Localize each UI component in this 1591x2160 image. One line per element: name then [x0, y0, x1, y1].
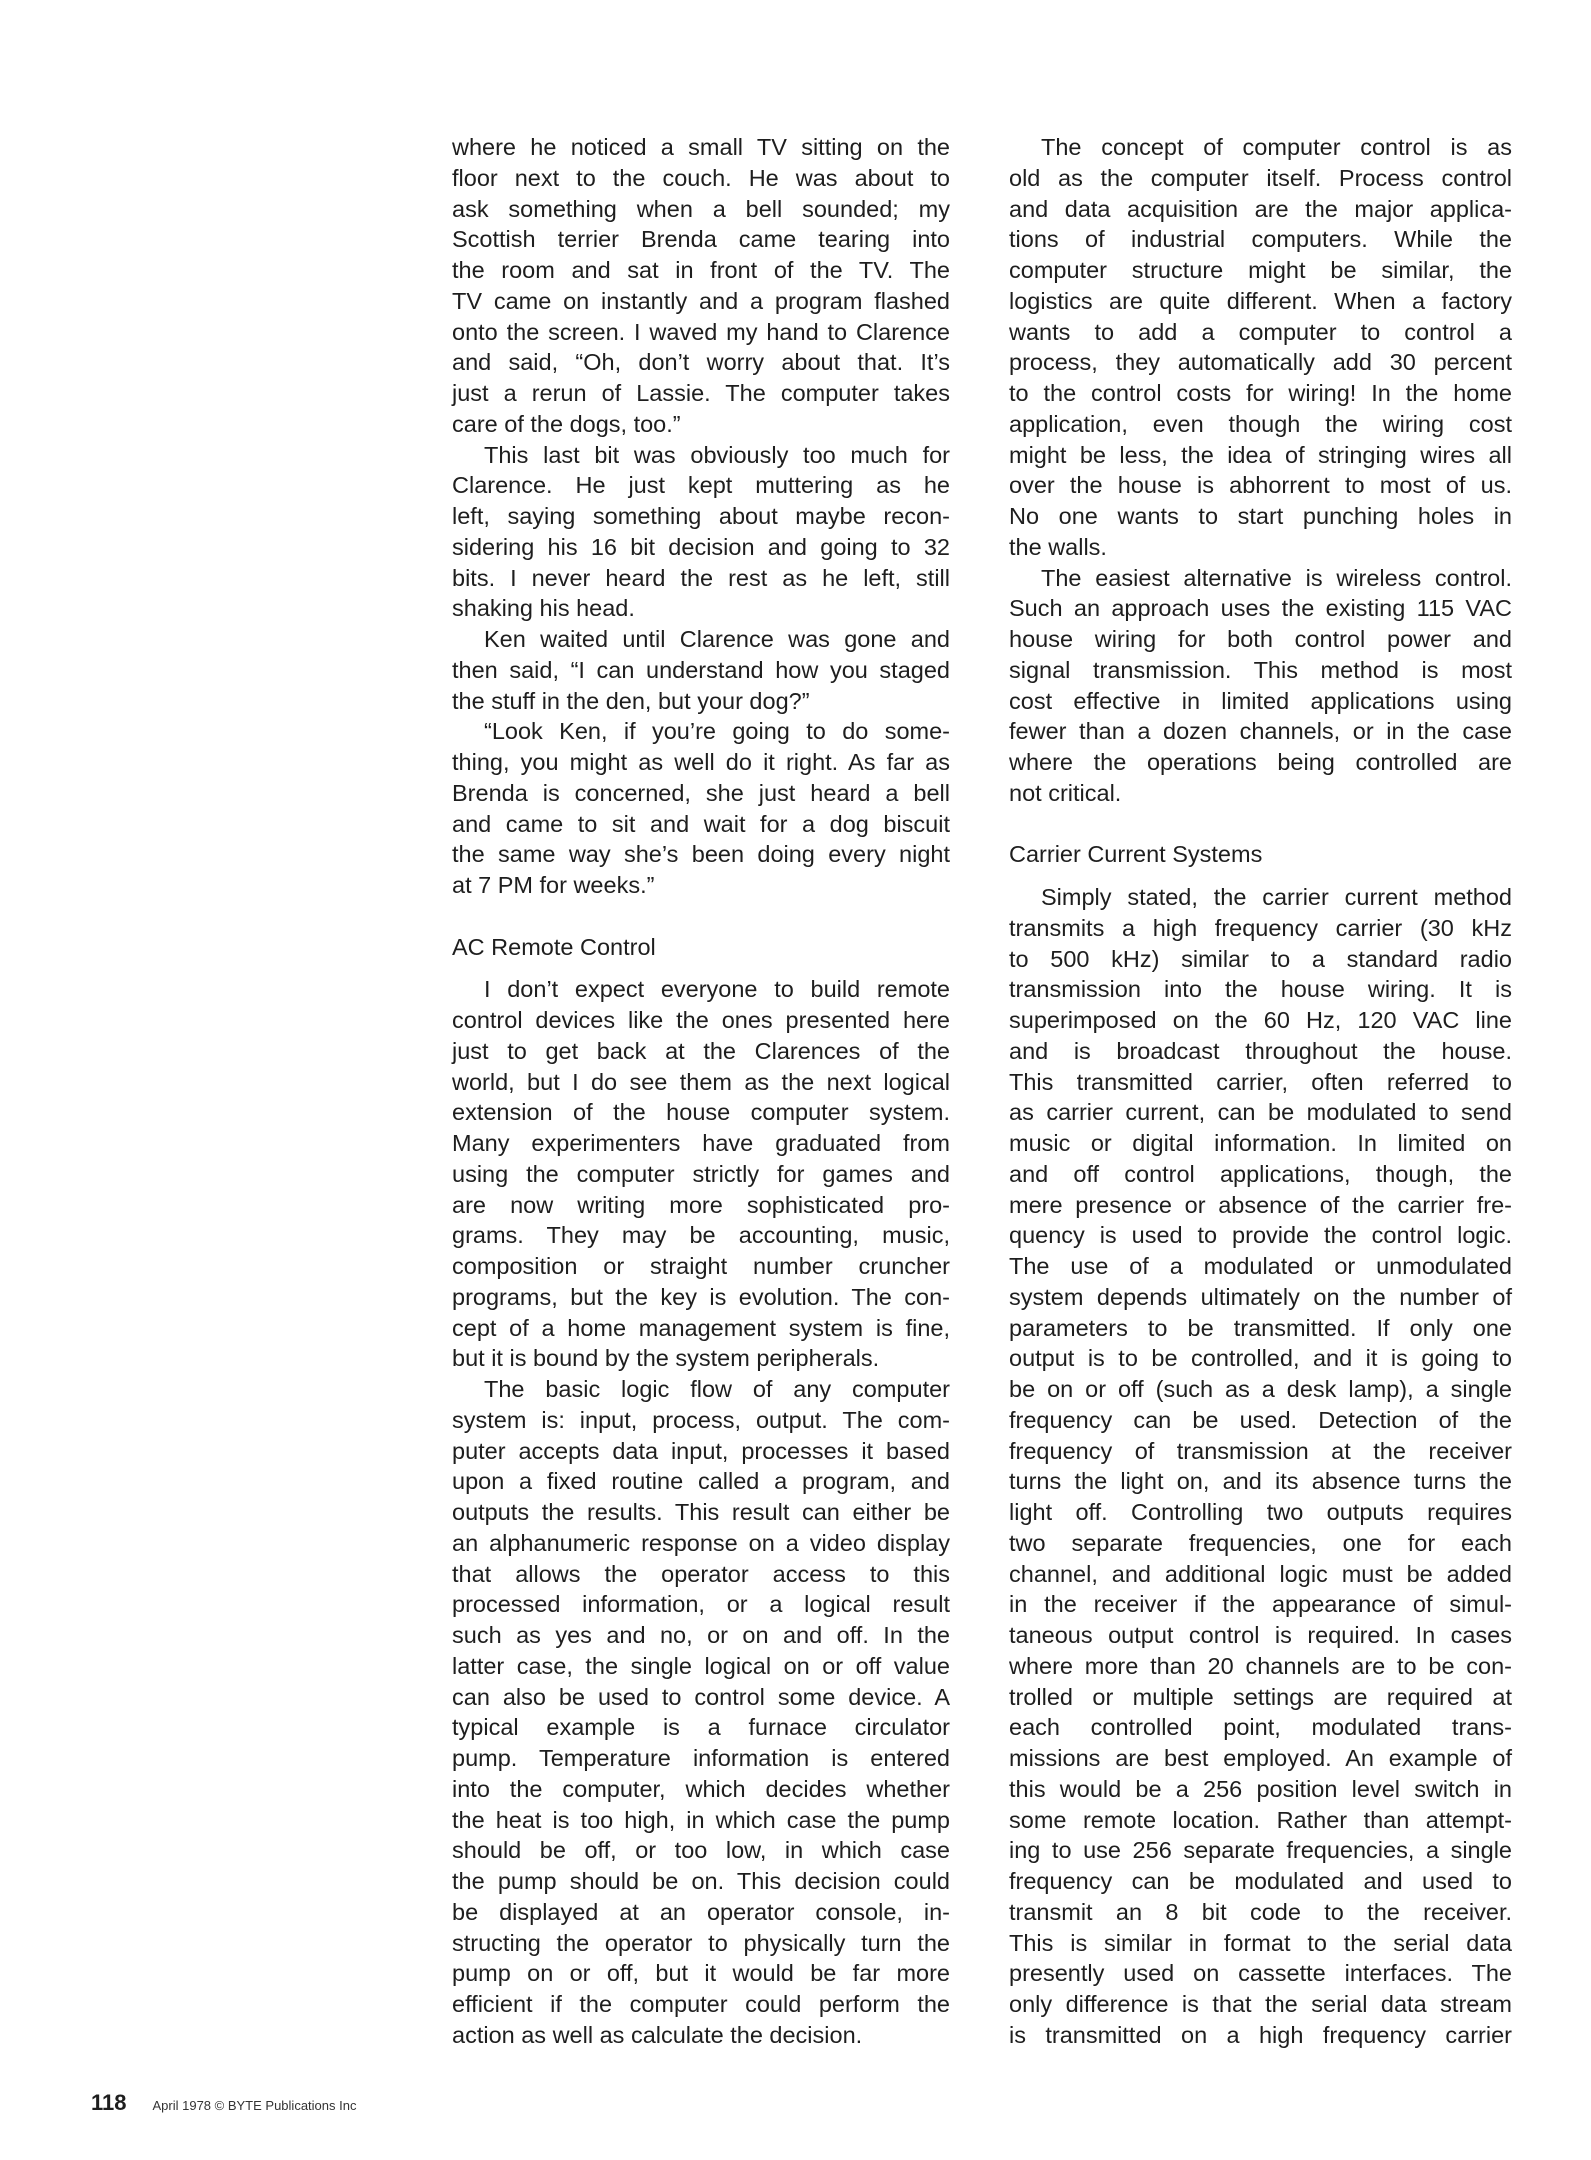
text-line: latter case, the single logical on or off value	[452, 1652, 950, 1679]
text-line: the room and sat in front of the TV. The	[452, 257, 950, 283]
text-line: light off. Controlling two outputs requires	[1009, 1499, 1512, 1525]
text-line: logistics are quite different. When a factory	[1009, 287, 1512, 314]
right-column	[1009, 132, 1512, 2051]
text-line: is transmitted on a high frequency carrier	[1009, 2021, 1512, 2048]
text-line: upon a fixed routine called a program, and	[452, 1468, 950, 1495]
paragraph	[452, 974, 950, 1374]
text-line: but it is bound by the system peripherals.	[452, 1345, 880, 1372]
text-line: This transmitted carrier, often referred to	[1009, 1068, 1512, 1095]
text-line: and data acquisition are the major applica-	[1009, 195, 1512, 222]
text-line: composition or straight number cruncher	[452, 1253, 950, 1279]
text-line: “Look Ken, if you’re going to do some-	[484, 718, 950, 745]
text-line: transmit an 8 bit code to the receiver.	[1009, 1898, 1512, 1925]
text-line: Such an approach uses the existing 115 VAC	[1009, 595, 1512, 622]
paragraph	[1009, 563, 1512, 809]
text-line: quency is used to provide the control logic.	[1009, 1222, 1512, 1249]
text-line: just a rerun of Lassie. The computer takes	[452, 380, 950, 406]
text-line: Clarence. He just kept muttering as he	[452, 472, 950, 499]
paragraph	[452, 440, 950, 625]
left-column	[452, 132, 950, 2051]
text-line: where more than 20 channels are to be con-	[1009, 1652, 1512, 1679]
text-line: fewer than a dozen channels, or in the case	[1009, 718, 1512, 745]
text-line: to the control costs for wiring! In the home	[1009, 380, 1512, 406]
page-number: 118	[91, 2090, 127, 2115]
text-line: The use of a modulated or unmodulated	[1009, 1253, 1512, 1279]
text-line: the pump should be on. This decision could	[452, 1868, 950, 1894]
text-line: computer structure might be similar, the	[1009, 257, 1512, 283]
spacer	[452, 901, 950, 932]
text-line: process, they automatically add 30 percent	[1009, 349, 1512, 376]
text-line: output is to be controlled, and it is going to	[1009, 1345, 1512, 1372]
text-line: Brenda is concerned, she just heard a bell	[452, 779, 950, 806]
text-line: programs, but the key is evolution. The con-	[452, 1283, 950, 1310]
text-line: the same way she’s been doing every night	[452, 841, 950, 868]
text-line: missions are best employed. An example of	[1009, 1745, 1512, 1771]
text-line: processed information, or a logical result	[452, 1591, 950, 1618]
text-line: two separate frequencies, one for each	[1009, 1529, 1512, 1556]
text-line: as carrier current, can be modulated to send	[1009, 1099, 1512, 1126]
text-line: channel, and additional logic must be added	[1009, 1560, 1512, 1587]
text-line: Many experimenters have graduated from	[452, 1130, 950, 1156]
text-line: tions of industrial computers. While the	[1009, 226, 1512, 253]
text-line: where the operations being controlled are	[1009, 749, 1512, 775]
text-line: superimposed on the 60 Hz, 120 VAC line	[1009, 1007, 1512, 1033]
text-line: system depends ultimately on the number of	[1009, 1283, 1512, 1310]
text-line: typical example is a furnace circulator	[452, 1714, 950, 1741]
text-line: just to get back at the Clarences of the	[452, 1037, 950, 1064]
text-line: an alphanumeric response on a video display	[452, 1529, 950, 1556]
text-line: presently used on cassette interfaces. The	[1009, 1960, 1512, 1987]
text-line: each controlled point, modulated trans-	[1009, 1714, 1512, 1741]
text-line: Simply stated, the carrier current method	[1041, 884, 1512, 910]
text-line: and is broadcast throughout the house.	[1009, 1037, 1512, 1064]
text-line: transmission into the house wiring. It is	[1009, 976, 1512, 1003]
text-line: pump on or off, but it would be far more	[452, 1960, 950, 1987]
paragraph	[452, 716, 950, 901]
text-line: be displayed at an operator console, in-	[452, 1898, 950, 1925]
text-line: transmits a high frequency carrier (30 kHz	[1009, 914, 1512, 941]
text-line: might be less, the idea of stringing wires all	[1009, 441, 1512, 468]
text-line: over the house is abhorrent to most of us.	[1009, 472, 1512, 499]
text-line: extension of the house computer system.	[452, 1099, 950, 1126]
text-line: outputs the results. This result can either be	[452, 1499, 950, 1525]
text-line: music or digital information. In limited on	[1009, 1130, 1512, 1156]
text-line: structing the operator to physically turn the	[452, 1929, 950, 1956]
text-line: This last bit was obviously too much for	[484, 441, 950, 468]
text-line: Scottish terrier Brenda came tearing into	[452, 226, 950, 253]
paragraph	[1009, 882, 1512, 2051]
text-line: The basic logic flow of any computer	[484, 1376, 950, 1402]
text-line: be on or off (such as a desk lamp), a single	[1009, 1376, 1512, 1402]
text-line: then said, “I can understand how you staged	[452, 656, 950, 683]
text-line: world, but I do see them as the next logical	[452, 1068, 950, 1095]
text-line: ing to use 256 separate frequencies, a single	[1009, 1837, 1512, 1864]
text-line: frequency of transmission at the receiver	[1009, 1437, 1512, 1464]
text-line: This is similar in format to the serial data	[1009, 1929, 1512, 1956]
text-line: turns the light on, and its absence turns the	[1009, 1468, 1512, 1495]
text-line: at 7 PM for weeks.”	[452, 872, 655, 898]
text-line: taneous output control is required. In cases	[1009, 1622, 1512, 1648]
text-line: parameters to be transmitted. If only one	[1009, 1314, 1512, 1341]
text-line: using the computer strictly for games and	[452, 1160, 950, 1187]
text-line: left, saying something about maybe recon-	[452, 503, 950, 529]
text-line: that allows the operator access to this	[452, 1560, 950, 1587]
text-line: The concept of computer control is as	[1041, 134, 1512, 160]
text-line: this would be a 256 position level switch in	[1009, 1775, 1512, 1802]
text-line: onto the screen. I waved my hand to Clarence	[452, 318, 950, 345]
text-line: into the computer, which decides whether	[452, 1775, 950, 1802]
text-line: pump. Temperature information is entered	[452, 1745, 950, 1771]
text-line: to 500 kHz) similar to a standard radio	[1009, 945, 1512, 972]
text-line: only difference is that the serial data stream	[1009, 1991, 1512, 2017]
text-line: frequency can be modulated and used to	[1009, 1868, 1512, 1894]
text-line: The easiest alternative is wireless control.	[1041, 564, 1512, 591]
spacer	[1009, 809, 1512, 840]
text-line: signal transmission. This method is most	[1009, 656, 1512, 683]
text-line: where he noticed a small TV sitting on the	[452, 134, 950, 160]
paragraph	[1009, 132, 1512, 563]
text-line: such as yes and no, or on and off. In the	[452, 1622, 950, 1648]
text-line: grams. They may be accounting, music,	[452, 1222, 950, 1249]
text-line: mere presence or absence of the carrier fre-	[1009, 1191, 1512, 1218]
text-line: thing, you might as well do it right. As far as	[452, 749, 950, 775]
page-footer	[91, 2090, 356, 2116]
text-line: ask something when a bell sounded; my	[452, 195, 950, 222]
paragraph	[452, 624, 950, 716]
text-line: shaking his head.	[452, 595, 635, 622]
paragraph	[452, 132, 950, 440]
text-line: efficient if the computer could perform the	[452, 1991, 950, 2017]
text-line: in the receiver if the appearance of simul-	[1009, 1591, 1512, 1618]
text-line: and came to sit and wait for a dog biscuit	[452, 810, 950, 837]
text-line: the heat is too high, in which case the pump	[452, 1806, 950, 1833]
text-line: sidering his 16 bit decision and going to 32	[452, 533, 950, 560]
text-line: puter accepts data input, processes it based	[452, 1437, 950, 1464]
text-line: care of the dogs, too.”	[452, 410, 681, 437]
text-line: the walls.	[1009, 533, 1107, 560]
text-line: old as the computer itself. Process control	[1009, 164, 1512, 191]
text-line: frequency can be used. Detection of the	[1009, 1406, 1512, 1433]
text-line: the stuff in the den, but your dog?”	[452, 687, 810, 714]
text-line: application, even though the wiring cost	[1009, 410, 1512, 437]
text-line: wants to add a computer to control a	[1009, 318, 1512, 345]
text-line: can also be used to control some device. A	[452, 1683, 950, 1710]
text-line: not critical.	[1009, 779, 1122, 806]
section-heading: AC Remote Control	[452, 933, 656, 960]
text-line: I don’t expect everyone to build remote	[484, 976, 950, 1003]
text-line: action as well as calculate the decision.	[452, 2021, 863, 2048]
text-line: trolled or multiple settings are required at	[1009, 1683, 1512, 1710]
section-heading: Carrier Current Systems	[1009, 841, 1263, 868]
text-line: house wiring for both control power and	[1009, 626, 1512, 652]
text-line: Ken waited until Clarence was gone and	[484, 626, 950, 652]
text-line: and said, “Oh, don’t worry about that. It’s	[452, 349, 950, 376]
text-line: TV came on instantly and a program flashed	[452, 287, 950, 314]
text-line: No one wants to start punching holes in	[1009, 503, 1512, 529]
text-line: control devices like the ones presented here	[452, 1007, 950, 1033]
text-line: and off control applications, though, the	[1009, 1160, 1512, 1187]
text-line: floor next to the couch. He was about to	[452, 164, 950, 191]
text-line: cost effective in limited applications using	[1009, 687, 1512, 714]
text-line: bits. I never heard the rest as he left, still	[452, 564, 950, 591]
text-line: system is: input, process, output. The com-	[452, 1406, 950, 1433]
text-line: are now writing more sophisticated pro-	[452, 1191, 950, 1218]
text-line: cept of a home management system is fine,	[452, 1314, 950, 1341]
text-line: some remote location. Rather than attempt-	[1009, 1806, 1512, 1833]
copyright-line: April 1978 © BYTE Publications Inc	[152, 2098, 357, 2113]
text-line: should be off, or too low, in which case	[452, 1837, 950, 1864]
paragraph	[452, 1374, 950, 2051]
